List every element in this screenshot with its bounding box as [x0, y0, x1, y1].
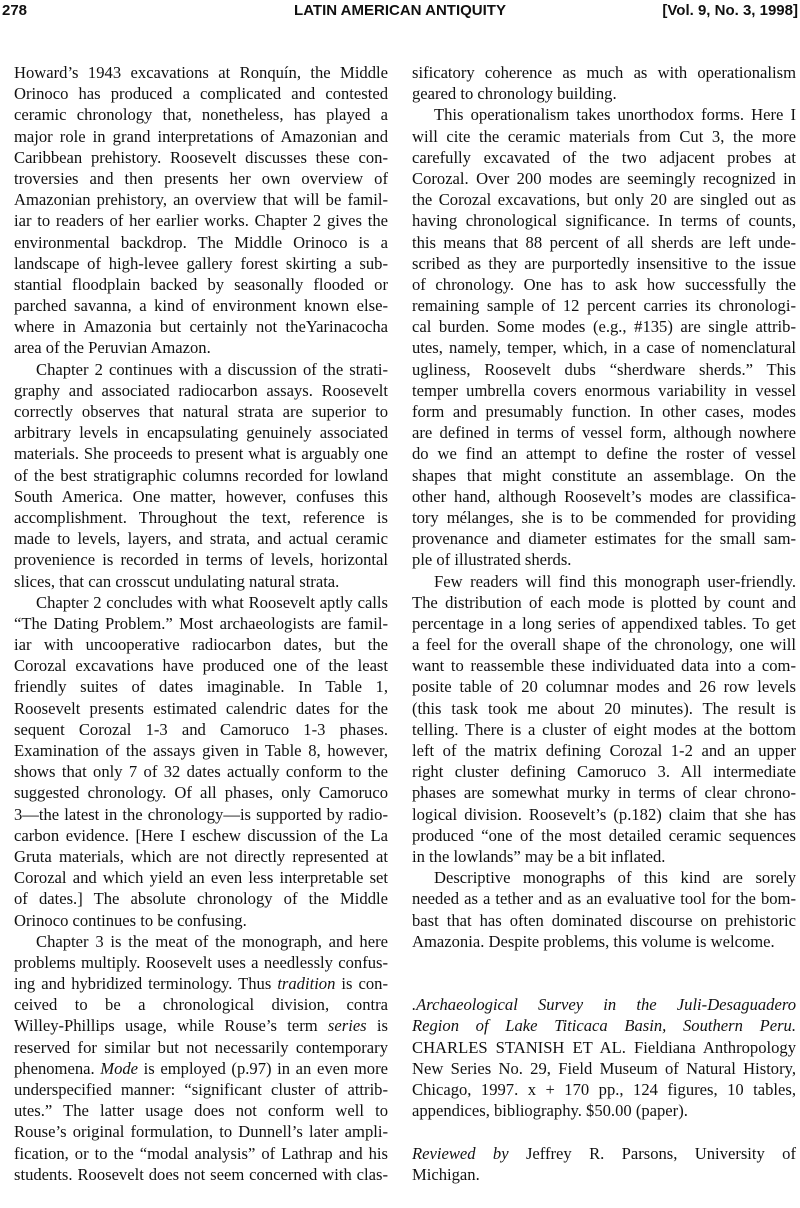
- text-line: [412, 126, 796, 147]
- text-line: [14, 1015, 388, 1036]
- text: left of the matrix defining Corozal 1-2 and an upper: [412, 741, 796, 760]
- paragraph: [14, 359, 388, 592]
- text-line: [14, 168, 388, 189]
- text: suggested chronology. Of all phases, only Camoruco: [14, 783, 388, 803]
- text: produced “one of the most detailed ceramic sequences: [412, 825, 796, 845]
- text-line: [412, 698, 796, 719]
- text-line: [412, 210, 796, 231]
- text: iar to readers of her earlier works. Chapter 2 gives the: [14, 211, 388, 231]
- text: carefully excavated of the two adjacent probes at: [412, 147, 796, 167]
- text-line: [14, 1058, 388, 1079]
- text: Chapter 3 is the meat of the monograph, and here: [36, 931, 388, 951]
- text: bast that has often dominated discourse on prehistoric: [412, 910, 796, 930]
- text: fication, or to the “modal analysis” of Lathrap and his: [14, 1143, 388, 1163]
- text-line: [14, 1143, 388, 1164]
- text-line: [412, 1058, 796, 1079]
- text: Chapter 2 continues with a discussion of the strati-: [36, 359, 388, 379]
- text-line: [14, 380, 388, 401]
- text-line: [14, 973, 388, 994]
- text: environmental backdrop. The Middle Orinoco is a: [14, 232, 388, 252]
- text-line: [412, 782, 796, 803]
- text: friendly suites of dates imaginable. In Table 1,: [14, 677, 388, 697]
- text-line: [412, 295, 796, 316]
- text: parched savanna, a kind of environment known else-: [14, 296, 388, 316]
- text-line: [412, 422, 796, 443]
- text-line: [412, 676, 796, 697]
- text-line: [14, 1164, 388, 1185]
- text: stantial floodplain backed by seasonally flooded or: [14, 274, 388, 294]
- text: logical division. Roosevelt’s (p.182) claim that she has: [412, 804, 796, 824]
- text: “The Dating Problem.” Most archaeologists are famil-: [14, 613, 388, 633]
- italic-text: series: [327, 1016, 367, 1036]
- text-line: [14, 486, 388, 507]
- text-line: [412, 465, 796, 486]
- paragraph: [14, 931, 388, 1185]
- text-line: [412, 571, 796, 592]
- text: major role in grand interpretations of Amazonian and: [14, 126, 388, 146]
- text: of dates.] The absolute chronology of the Middle: [14, 889, 388, 909]
- text: Corozal and which yield an even less interpretable set: [14, 868, 388, 888]
- text-line: [412, 740, 796, 761]
- text: New Series No. 29, Field Museum of Natural History,: [412, 1058, 796, 1078]
- text-line: [412, 634, 796, 655]
- text-line: [412, 528, 796, 549]
- text: of the best stratigraphic columns recorded for lowland: [14, 465, 388, 485]
- text: made to levels, layers, and strata, and actual ceramic: [14, 529, 388, 549]
- text-line: [412, 274, 796, 295]
- text: is: [366, 1016, 388, 1036]
- text: The distribution of each mode is plotted by count and: [412, 592, 796, 612]
- text-line: [412, 83, 796, 104]
- text-line: [14, 295, 388, 316]
- text-line: [14, 337, 388, 358]
- text: this means that 88 percent of all sherds are left unde-: [412, 232, 796, 252]
- paragraph: [412, 62, 796, 104]
- paragraph: [412, 104, 796, 570]
- text-line: [14, 825, 388, 846]
- text: Amazonian prehistory, an overview that will be famil-: [14, 190, 388, 210]
- text-line: [412, 189, 796, 210]
- spacer: [412, 952, 796, 973]
- text-line: [412, 443, 796, 464]
- text-line: [14, 910, 388, 931]
- text: ugliness, Roosevelt dubs “sherdware sherds.” This: [412, 359, 796, 379]
- text: other hand, although Roosevelt’s modes are classifica-: [412, 486, 796, 506]
- text: Chicago, 1997. x + 170 pp., 124 figures, 10 tables,: [412, 1080, 796, 1099]
- text: Rouse’s original formulation, to Dunnell’s later ampli-: [14, 1122, 388, 1142]
- text: Gruta materials, which are not directly represented at: [14, 846, 388, 866]
- text-line: [412, 1164, 796, 1185]
- text: Orinoco continues to be confusing.: [14, 910, 247, 930]
- text: tory mélanges, she is to be commended for providing: [412, 507, 796, 527]
- text-line: [14, 804, 388, 825]
- text: accomplishment. Throughout the text, reference is: [14, 507, 388, 527]
- text: Orinoco has produced a complicated and contested: [14, 84, 388, 104]
- text-line: [412, 846, 796, 867]
- text-line: [14, 401, 388, 422]
- text: do we find an attempt to define the roster of vessel: [412, 444, 796, 464]
- text: graphy and associated radiocarbon assays. Roosevelt: [14, 380, 388, 400]
- text-line: [14, 1121, 388, 1142]
- text: sequent Corozal 1-3 and Camoruco 1-3 phases.: [14, 719, 388, 739]
- text: 3—the latest in the chronology—is supported by radio-: [14, 804, 388, 824]
- paragraph: [14, 62, 388, 359]
- text-line: [14, 147, 388, 168]
- text-line: [14, 698, 388, 719]
- text-line: [412, 316, 796, 337]
- text: where in Amazonia but certainly not theYarinacocha: [14, 317, 388, 337]
- text: remaining sample of 12 percent carries its chronologi-: [412, 296, 796, 316]
- text: arbitrary levels in encapsulating genuinely associated: [14, 423, 388, 443]
- text: South America. One matter, however, confuses this: [14, 486, 388, 506]
- text: materials. She proceeds to present what is arguably one: [14, 444, 388, 464]
- text-line: [14, 740, 388, 761]
- text-line: [14, 274, 388, 295]
- text-line: [14, 104, 388, 125]
- text-line: [14, 316, 388, 337]
- right-column: [412, 62, 796, 1185]
- text: of chronology. One has to ask how successfully the: [412, 274, 796, 294]
- text-line: [412, 655, 796, 676]
- text: sificatory coherence as much as with operationalism: [412, 63, 796, 82]
- text: is con-: [335, 974, 389, 994]
- text-line: [412, 761, 796, 782]
- text-line: [14, 613, 388, 634]
- text-line: [412, 888, 796, 909]
- text-line: [14, 253, 388, 274]
- text-line: [412, 867, 796, 888]
- text-line: [412, 486, 796, 507]
- text-line: [14, 62, 388, 83]
- paragraph: [14, 592, 388, 931]
- spacer: [412, 973, 796, 994]
- text: scribed as they are purportedly insensitive to the issue: [412, 253, 796, 273]
- text-line: [412, 232, 796, 253]
- text-line: [412, 147, 796, 168]
- text: needed as a tether and as an evaluative tool for the bom-: [412, 889, 796, 909]
- paragraph: [412, 1143, 796, 1185]
- text: ple of illustrated sherds.: [412, 550, 572, 570]
- text-line: [14, 782, 388, 803]
- text: area of the Peruvian Amazon.: [14, 338, 211, 358]
- paragraph: [412, 867, 796, 952]
- text-line: [14, 465, 388, 486]
- text: temper umbrella covers enormous variability in vessel: [412, 380, 796, 400]
- text-line: [14, 655, 388, 676]
- text: Howard’s 1943 excavations at Ronquín, the Middle: [14, 63, 388, 82]
- text: a feel for the overall shape of the chronology, one will: [412, 635, 796, 655]
- text: Chapter 2 concludes with what Roosevelt aptly calls: [36, 592, 388, 612]
- page-number: 278: [2, 2, 28, 19]
- text-line: [14, 443, 388, 464]
- text: utes, namely, temper, which, in a case of nomenclatural: [412, 338, 796, 358]
- running-head-journal: LATIN AMERICAN ANTIQUITY: [294, 2, 506, 19]
- text: shapes that might constitute an assemblage. On the: [412, 465, 796, 485]
- text: ceramic chronology that, nonetheless, has played a: [14, 105, 388, 125]
- text-line: [14, 83, 388, 104]
- text-line: [14, 359, 388, 380]
- italic-text: Reviewed by: [412, 1143, 509, 1163]
- text: form and presumably function. In other cases, modes: [412, 402, 796, 421]
- text: ing and hybridized terminology. Thus: [14, 974, 278, 994]
- text-line: [14, 931, 388, 952]
- text-line: [412, 168, 796, 189]
- spacer: [412, 1121, 796, 1142]
- text-line: [412, 592, 796, 613]
- paragraph: [412, 994, 796, 1121]
- text-line: [412, 104, 796, 125]
- text: posite table of 20 columnar modes and 26 row levels: [412, 677, 796, 697]
- text: iar with uncooperative radiocarbon dates, but the: [14, 635, 388, 655]
- text: slices, that can crosscut undulating natural strata.: [14, 571, 340, 591]
- text: are defined in terms of vessel form, although nowhere: [412, 423, 796, 443]
- text: Corozal. Over 200 modes are seemingly recognized in: [412, 168, 796, 188]
- text-line: [14, 126, 388, 147]
- text-line: [412, 1037, 796, 1058]
- text: provenience is recorded in terms of levels, horizontal: [14, 550, 388, 570]
- text-line: [14, 719, 388, 740]
- text: Willey-Phillips usage, while Rouse’s term: [14, 1016, 328, 1036]
- text: having chronological significance. In terms of counts,: [412, 211, 796, 231]
- text-line: [14, 232, 388, 253]
- text-line: [412, 1015, 796, 1036]
- text-line: [412, 337, 796, 358]
- text-line: [14, 1079, 388, 1100]
- text-line: [412, 613, 796, 634]
- text: (this task took me about 20 minutes). The result is: [412, 698, 796, 718]
- text-line: [412, 62, 796, 83]
- text: the Corozal excavations, but only 20 are singled out as: [412, 190, 796, 210]
- text-line: [14, 571, 388, 592]
- text-line: [412, 359, 796, 380]
- text-line: [14, 867, 388, 888]
- text: appendices, bibliography. $50.00 (paper).: [412, 1101, 688, 1121]
- text: phases are somewhat murky in terms of clear chrono-: [412, 783, 796, 803]
- running-head-issue: [Vol. 9, No. 3, 1998]: [662, 2, 798, 19]
- text-line: [14, 507, 388, 528]
- text-line: [412, 931, 796, 952]
- text: will cite the ceramic materials from Cut 3, the more: [412, 126, 796, 146]
- text: utes.” The latter usage does not conform well to: [14, 1101, 388, 1121]
- text-line: [412, 804, 796, 825]
- text-line: [412, 253, 796, 274]
- text: problems multiply. Roosevelt uses a needlessly confus-: [14, 952, 388, 972]
- text: telling. There is a cluster of eight modes at the bottom: [412, 719, 796, 739]
- text-line: [14, 888, 388, 909]
- text: in the lowlands” may be a bit inflated.: [412, 846, 666, 866]
- text-line: [412, 380, 796, 401]
- text-line: [14, 549, 388, 570]
- left-column: [14, 62, 388, 1185]
- text: CHARLES STANISH ET AL. Fieldiana Anthropology: [412, 1037, 796, 1057]
- text: carbon evidence. [Here I eschew discussion of the La: [14, 825, 388, 845]
- text-line: [14, 1100, 388, 1121]
- text: Few readers will find this monograph user-friendly.: [434, 571, 796, 591]
- paragraph: [412, 571, 796, 868]
- text: This operationalism takes unorthodox forms. Here I: [434, 105, 796, 125]
- text: shows that only 7 of 32 dates actually conform to the: [14, 762, 388, 782]
- italic-text: Mode: [100, 1058, 139, 1078]
- text-line: [412, 719, 796, 740]
- text-line: [412, 910, 796, 931]
- text: Roosevelt presents estimated calendric dates for the: [14, 698, 388, 718]
- italic-text: Region of Lake Titicaca Basin, Southern Peru.: [412, 1016, 796, 1036]
- text: troversies and then presents her own overview of: [14, 168, 388, 188]
- text: landscape of high-levee gallery forest skirting a sub-: [14, 253, 388, 273]
- text: right cluster defining Camoruco 3. All intermediate: [412, 762, 796, 782]
- text: Corozal excavations have produced one of the least: [14, 656, 388, 676]
- text-line: [14, 210, 388, 231]
- text: Examination of the assays given in Table 8, however,: [14, 741, 388, 760]
- text: cal burden. Some modes (e.g., #135) are single attrib-: [412, 317, 796, 337]
- text: students. Roosevelt does not seem concerned with clas-: [14, 1164, 388, 1184]
- text: ceived to be a chronological division, contra: [14, 995, 388, 1015]
- text: Amazonia. Despite problems, this volume is welcome.: [412, 931, 775, 951]
- text-line: [14, 676, 388, 697]
- text-line: [412, 994, 796, 1015]
- text: reserved for similar but not necessarily contemporary: [14, 1037, 388, 1057]
- text: Descriptive monographs of this kind are sorely: [434, 868, 796, 888]
- italic-text: .Archaeological Survey in the Juli-Desaguadero: [412, 995, 796, 1015]
- text: is employed (p.97) in an even more: [138, 1058, 388, 1078]
- text-line: [14, 634, 388, 655]
- text: Caribbean prehistory. Roosevelt discusses these con-: [14, 147, 388, 167]
- text-line: [412, 507, 796, 528]
- text-line: [14, 761, 388, 782]
- text: provenance and diameter estimates for the small sam-: [412, 529, 796, 549]
- text-line: [412, 549, 796, 570]
- text-line: [14, 994, 388, 1015]
- text: percentage in a long series of appendixed tables. To get: [412, 613, 796, 633]
- text-line: [412, 1079, 796, 1100]
- text: Jeffrey R. Parsons, University of: [508, 1143, 796, 1163]
- text: want to reassemble these individuated data into a com-: [412, 656, 796, 676]
- text-line: [412, 1143, 796, 1164]
- text: geared to chronology building.: [412, 84, 617, 104]
- text-line: [14, 846, 388, 867]
- text-line: [412, 401, 796, 422]
- text-line: [14, 1037, 388, 1058]
- text-line: [14, 189, 388, 210]
- text-line: [412, 825, 796, 846]
- text: Michigan.: [412, 1164, 480, 1184]
- text-line: [14, 952, 388, 973]
- text-line: [14, 592, 388, 613]
- text: correctly observes that natural strata are superior to: [14, 402, 388, 421]
- text-line: [14, 528, 388, 549]
- text-line: [14, 422, 388, 443]
- italic-text: tradition: [277, 974, 336, 994]
- text: phenomena.: [14, 1058, 101, 1078]
- text: underspecified manner: “significant cluster of attrib-: [14, 1080, 388, 1099]
- text-line: [412, 1100, 796, 1121]
